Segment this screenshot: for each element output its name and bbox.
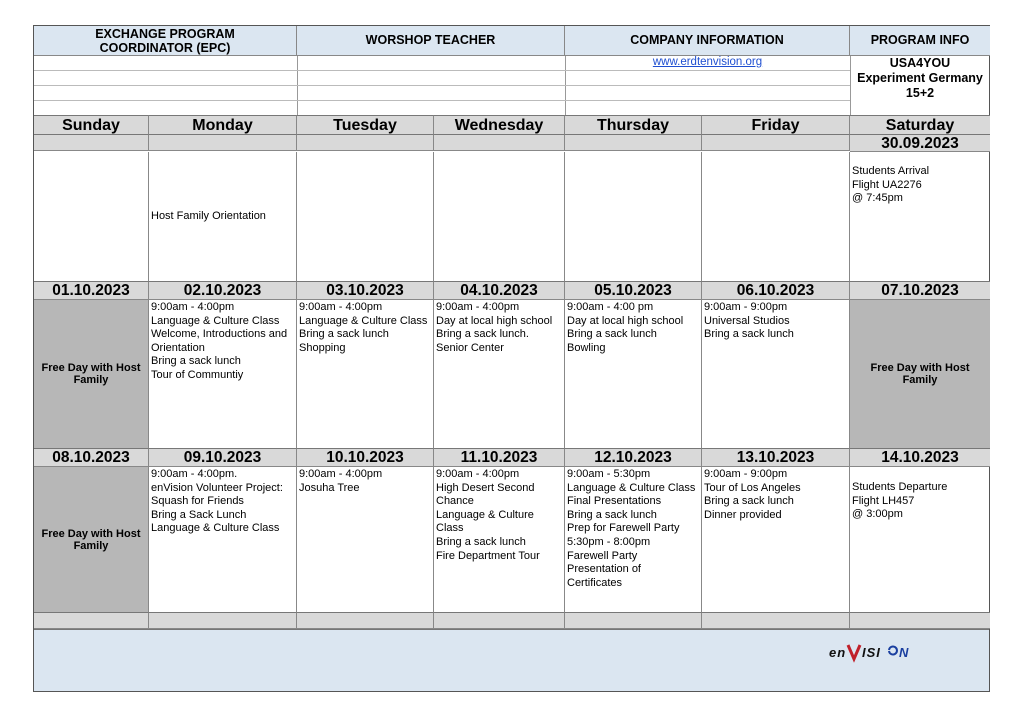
trail-wed: [434, 612, 565, 629]
week2-date-wed: 11.10.2023: [434, 448, 565, 467]
week1-cell-sun: Free Day with Host Family: [34, 300, 149, 448]
day-sunday: Sunday: [34, 115, 149, 135]
week1-cell-fri: 9:00am - 9:00pm Universal Studios Bring a sack lunch: [702, 300, 850, 448]
footer: [34, 629, 989, 691]
week1-date-tue: 03.10.2023: [297, 281, 434, 300]
week2-cell-sun: Free Day with Host Family: [34, 467, 149, 612]
trail-tue: [297, 612, 434, 629]
week2-cell-thu: 9:00am - 5:30pm Language & Culture Class Final Presentations Bring a sack lunch Prep for Farewell Party 5:30pm - 8:00pm Farewell Party Presentation of Certificates: [565, 467, 702, 612]
week2-cell-wed: 9:00am - 4:00pm High Desert Second Chance Language & Culture Class Bring a sack lunch Fire Department Tour: [434, 467, 565, 612]
calendar-sheet: [33, 25, 990, 692]
envision-logo: [829, 642, 939, 667]
week2-cell-sat: Students Departure Flight LH457 @ 3:00pm: [852, 481, 948, 521]
svg-text:N: N: [899, 645, 910, 660]
week0-date-wed: [434, 134, 565, 151]
week2-date-sat: 14.10.2023: [850, 448, 990, 467]
week2-date-fri: 13.10.2023: [702, 448, 850, 467]
teacher-header-label: WORSHOP TEACHER: [365, 33, 496, 47]
week1-cell-mon: 9:00am - 4:00pm Language & Culture Class Welcome, Introductions and Orientation Bring a sack lunch Tour of Communtiy: [149, 300, 297, 448]
day-saturday: Saturday: [850, 115, 990, 135]
trail-mon: [149, 612, 297, 629]
week1-cell-wed: 9:00am - 4:00pm Day at local high school Bring a sack lunch. Senior Center: [434, 300, 565, 448]
week0-cell-sun: [34, 152, 149, 281]
program-info-line-3: 15+2: [905, 86, 935, 100]
week1-date-wed: 04.10.2023: [434, 281, 565, 300]
week2-cell-fri: 9:00am - 9:00pm Tour of Los Angeles Bring a sack lunch Dinner provided: [702, 467, 850, 612]
week0-date-mon: [149, 134, 297, 151]
program-header-label: PROGRAM INFO: [870, 33, 970, 47]
week2-date-tue: 10.10.2023: [297, 448, 434, 467]
week0-date-thu: [565, 134, 702, 151]
day-monday: Monday: [149, 115, 297, 135]
week0-cell-thu: [565, 152, 702, 281]
day-tuesday: Tuesday: [297, 115, 434, 135]
trail-thu: [565, 612, 702, 629]
day-friday: Friday: [702, 115, 850, 135]
company-header-label: COMPANY INFORMATION: [630, 33, 784, 47]
week2-cell-tue: 9:00am - 4:00pm Josuha Tree: [297, 467, 434, 612]
week0-cell-fri: [702, 152, 850, 281]
week0-date-sat: 30.09.2023: [850, 134, 990, 152]
epc-header-label: EXCHANGE PROGRAM COORDINATOR (EPC): [95, 27, 235, 55]
week2-date-thu: 12.10.2023: [565, 448, 702, 467]
program-header: [850, 26, 990, 56]
week1-date-fri: 06.10.2023: [702, 281, 850, 300]
day-wednesday: Wednesday: [434, 115, 565, 135]
week0-date-fri: [702, 134, 850, 151]
week1-date-sat: 07.10.2023: [850, 281, 990, 300]
week1-cell-sat: Free Day with Host Family: [850, 300, 990, 448]
week0-cell-sat: Students Arrival Flight UA2276 @ 7:45pm: [852, 165, 930, 205]
week0-cell-tue: [297, 152, 434, 281]
week2-date-sun: 08.10.2023: [34, 448, 149, 467]
epc-header: [34, 26, 297, 56]
day-thursday: Thursday: [565, 115, 702, 135]
trail-fri: [702, 612, 850, 629]
program-info-line-1: USA4YOU: [889, 56, 951, 70]
week2-date-mon: 09.10.2023: [149, 448, 297, 467]
svg-text:ISI: ISI: [862, 645, 881, 660]
week1-date-thu: 05.10.2023: [565, 281, 702, 300]
teacher-header: [297, 26, 565, 56]
week1-cell-thu: 9:00am - 4:00 pm Day at local high school Bring a sack lunch Bowling: [565, 300, 702, 448]
week1-date-mon: 02.10.2023: [149, 281, 297, 300]
week1-date-sun: 01.10.2023: [34, 281, 149, 300]
envision-logo-icon: [829, 642, 939, 664]
svg-text:en: en: [829, 645, 847, 660]
trail-sun: [34, 612, 149, 629]
week0-cell-wed: [434, 152, 565, 281]
week2-cell-mon: 9:00am - 4:00pm. enVision Volunteer Project: Squash for Friends Bring a Sack Lunch Language & Culture Class: [149, 467, 297, 612]
week1-cell-tue: 9:00am - 4:00pm Language & Culture Class Bring a sack lunch Shopping: [297, 300, 434, 448]
week0-date-tue: [297, 134, 434, 151]
week0-date-sun: [34, 134, 149, 151]
website-link[interactable]: www.erdtenvision.org: [652, 56, 763, 68]
week0-cell-mon: Host Family Orientation: [149, 152, 297, 281]
company-header: [565, 26, 850, 56]
program-info-line-2: Experiment Germany: [857, 71, 983, 85]
trail-sat: [850, 612, 990, 629]
